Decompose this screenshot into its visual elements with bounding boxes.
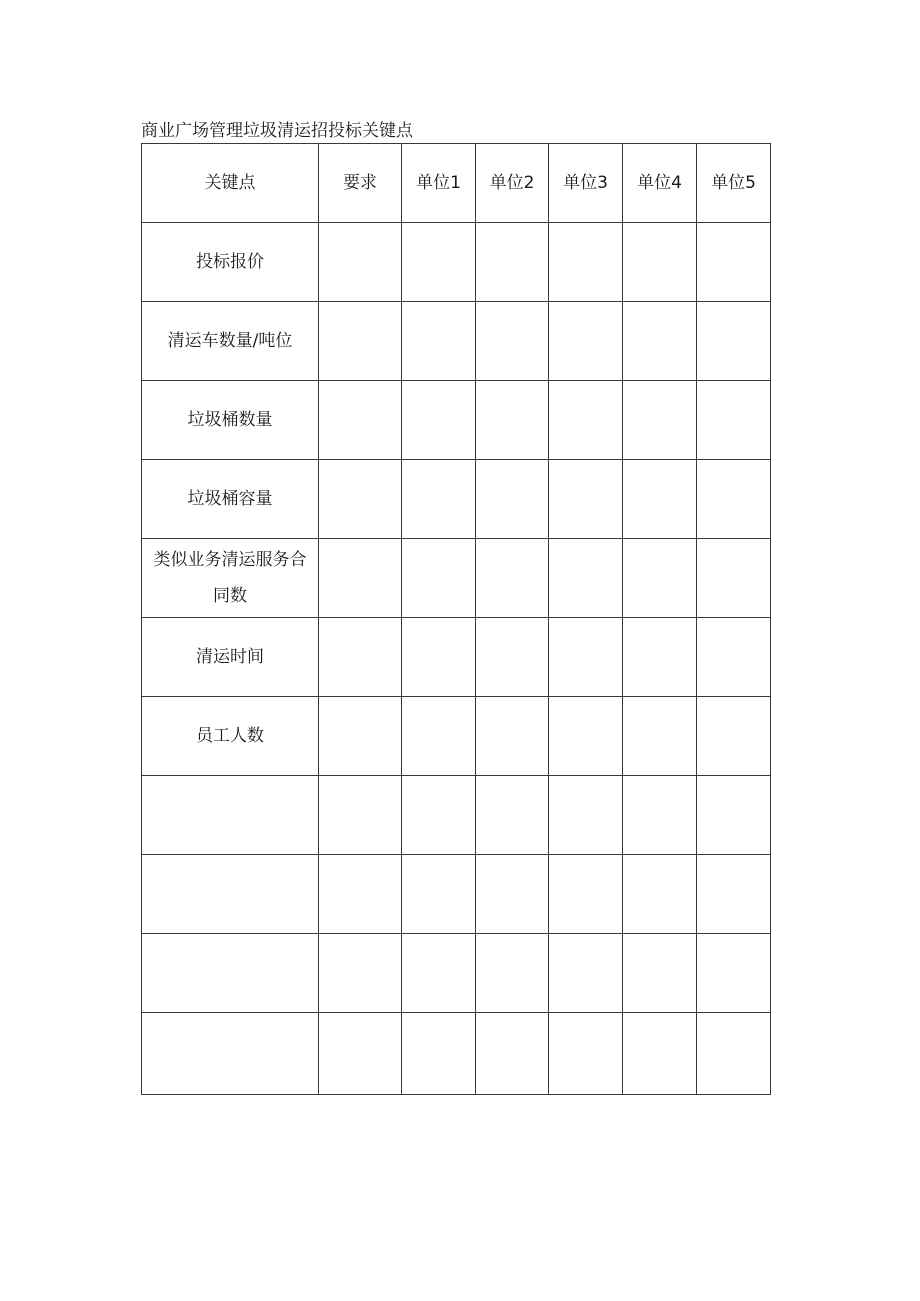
unit-5-cell xyxy=(697,381,771,460)
key-point-cell: 垃圾桶数量 xyxy=(142,381,319,460)
key-point-cell: 员工人数 xyxy=(142,697,319,776)
unit-5-cell xyxy=(697,697,771,776)
table-row xyxy=(142,381,771,460)
unit-2-cell xyxy=(476,223,549,302)
unit-5-cell xyxy=(697,934,771,1013)
requirement-cell xyxy=(319,855,402,934)
table-row xyxy=(142,618,771,697)
unit-3-cell xyxy=(549,618,623,697)
table-row xyxy=(142,855,771,934)
key-point-cell: 清运车数量/吨位 xyxy=(142,302,319,381)
unit-1-cell xyxy=(402,697,476,776)
table-row xyxy=(142,460,771,539)
unit-4-cell xyxy=(623,697,697,776)
unit-2-cell xyxy=(476,460,549,539)
unit-2-cell xyxy=(476,934,549,1013)
unit-4-cell xyxy=(623,223,697,302)
requirement-cell xyxy=(319,776,402,855)
unit-3-cell xyxy=(549,302,623,381)
unit-5-cell xyxy=(697,618,771,697)
unit-4-cell xyxy=(623,539,697,618)
requirement-cell xyxy=(319,460,402,539)
header-cell-requirement: 要求 xyxy=(319,144,402,223)
header-cell-unit-3: 单位3 xyxy=(549,144,623,223)
unit-2-cell xyxy=(476,776,549,855)
unit-4-cell xyxy=(623,618,697,697)
requirement-cell xyxy=(319,539,402,618)
unit-2-cell xyxy=(476,697,549,776)
unit-2-cell xyxy=(476,1013,549,1095)
unit-2-cell xyxy=(476,381,549,460)
unit-3-cell xyxy=(549,460,623,539)
table-row xyxy=(142,302,771,381)
unit-5-cell xyxy=(697,539,771,618)
unit-3-cell xyxy=(549,776,623,855)
key-point-cell xyxy=(142,776,319,855)
table-row xyxy=(142,697,771,776)
table-row xyxy=(142,539,771,618)
key-point-cell: 投标报价 xyxy=(142,223,319,302)
table-row xyxy=(142,776,771,855)
unit-2-cell xyxy=(476,855,549,934)
header-cell-unit-4: 单位4 xyxy=(623,144,697,223)
header-cell-unit-5: 单位5 xyxy=(697,144,771,223)
key-point-cell xyxy=(142,855,319,934)
requirement-cell xyxy=(319,1013,402,1095)
header-cell-unit-2: 单位2 xyxy=(476,144,549,223)
unit-1-cell xyxy=(402,934,476,1013)
unit-3-cell xyxy=(549,223,623,302)
unit-3-cell xyxy=(549,539,623,618)
unit-1-cell xyxy=(402,855,476,934)
unit-1-cell xyxy=(402,1013,476,1095)
unit-1-cell xyxy=(402,460,476,539)
unit-2-cell xyxy=(476,302,549,381)
unit-3-cell xyxy=(549,697,623,776)
unit-4-cell xyxy=(623,460,697,539)
unit-3-cell xyxy=(549,381,623,460)
unit-2-cell xyxy=(476,539,549,618)
unit-5-cell xyxy=(697,855,771,934)
key-point-cell: 垃圾桶容量 xyxy=(142,460,319,539)
requirement-cell xyxy=(319,697,402,776)
unit-5-cell xyxy=(697,460,771,539)
unit-2-cell xyxy=(476,618,549,697)
key-point-cell xyxy=(142,1013,319,1095)
unit-1-cell xyxy=(402,381,476,460)
unit-5-cell xyxy=(697,776,771,855)
table-row xyxy=(142,223,771,302)
unit-3-cell xyxy=(549,855,623,934)
requirement-cell xyxy=(319,934,402,1013)
unit-4-cell xyxy=(623,776,697,855)
requirement-cell xyxy=(319,618,402,697)
unit-1-cell xyxy=(402,618,476,697)
unit-4-cell xyxy=(623,934,697,1013)
unit-1-cell xyxy=(402,302,476,381)
key-points-table xyxy=(141,143,771,1095)
table-header-row xyxy=(142,144,771,223)
unit-4-cell xyxy=(623,855,697,934)
requirement-cell xyxy=(319,223,402,302)
unit-5-cell xyxy=(697,223,771,302)
header-cell-key-point: 关键点 xyxy=(142,144,319,223)
unit-3-cell xyxy=(549,934,623,1013)
unit-3-cell xyxy=(549,1013,623,1095)
unit-4-cell xyxy=(623,1013,697,1095)
unit-1-cell xyxy=(402,776,476,855)
unit-1-cell xyxy=(402,223,476,302)
unit-5-cell xyxy=(697,1013,771,1095)
requirement-cell xyxy=(319,302,402,381)
key-point-cell: 类似业务清运服务合同数 xyxy=(142,539,319,618)
key-point-cell: 清运时间 xyxy=(142,618,319,697)
requirement-cell xyxy=(319,381,402,460)
unit-5-cell xyxy=(697,302,771,381)
table-body xyxy=(142,144,771,1095)
table-row xyxy=(142,934,771,1013)
header-cell-unit-1: 单位1 xyxy=(402,144,476,223)
key-point-cell xyxy=(142,934,319,1013)
unit-1-cell xyxy=(402,539,476,618)
unit-4-cell xyxy=(623,302,697,381)
document-title: 商业广场管理垃圾清运招投标关键点 xyxy=(141,121,413,141)
table-row xyxy=(142,1013,771,1095)
unit-4-cell xyxy=(623,381,697,460)
